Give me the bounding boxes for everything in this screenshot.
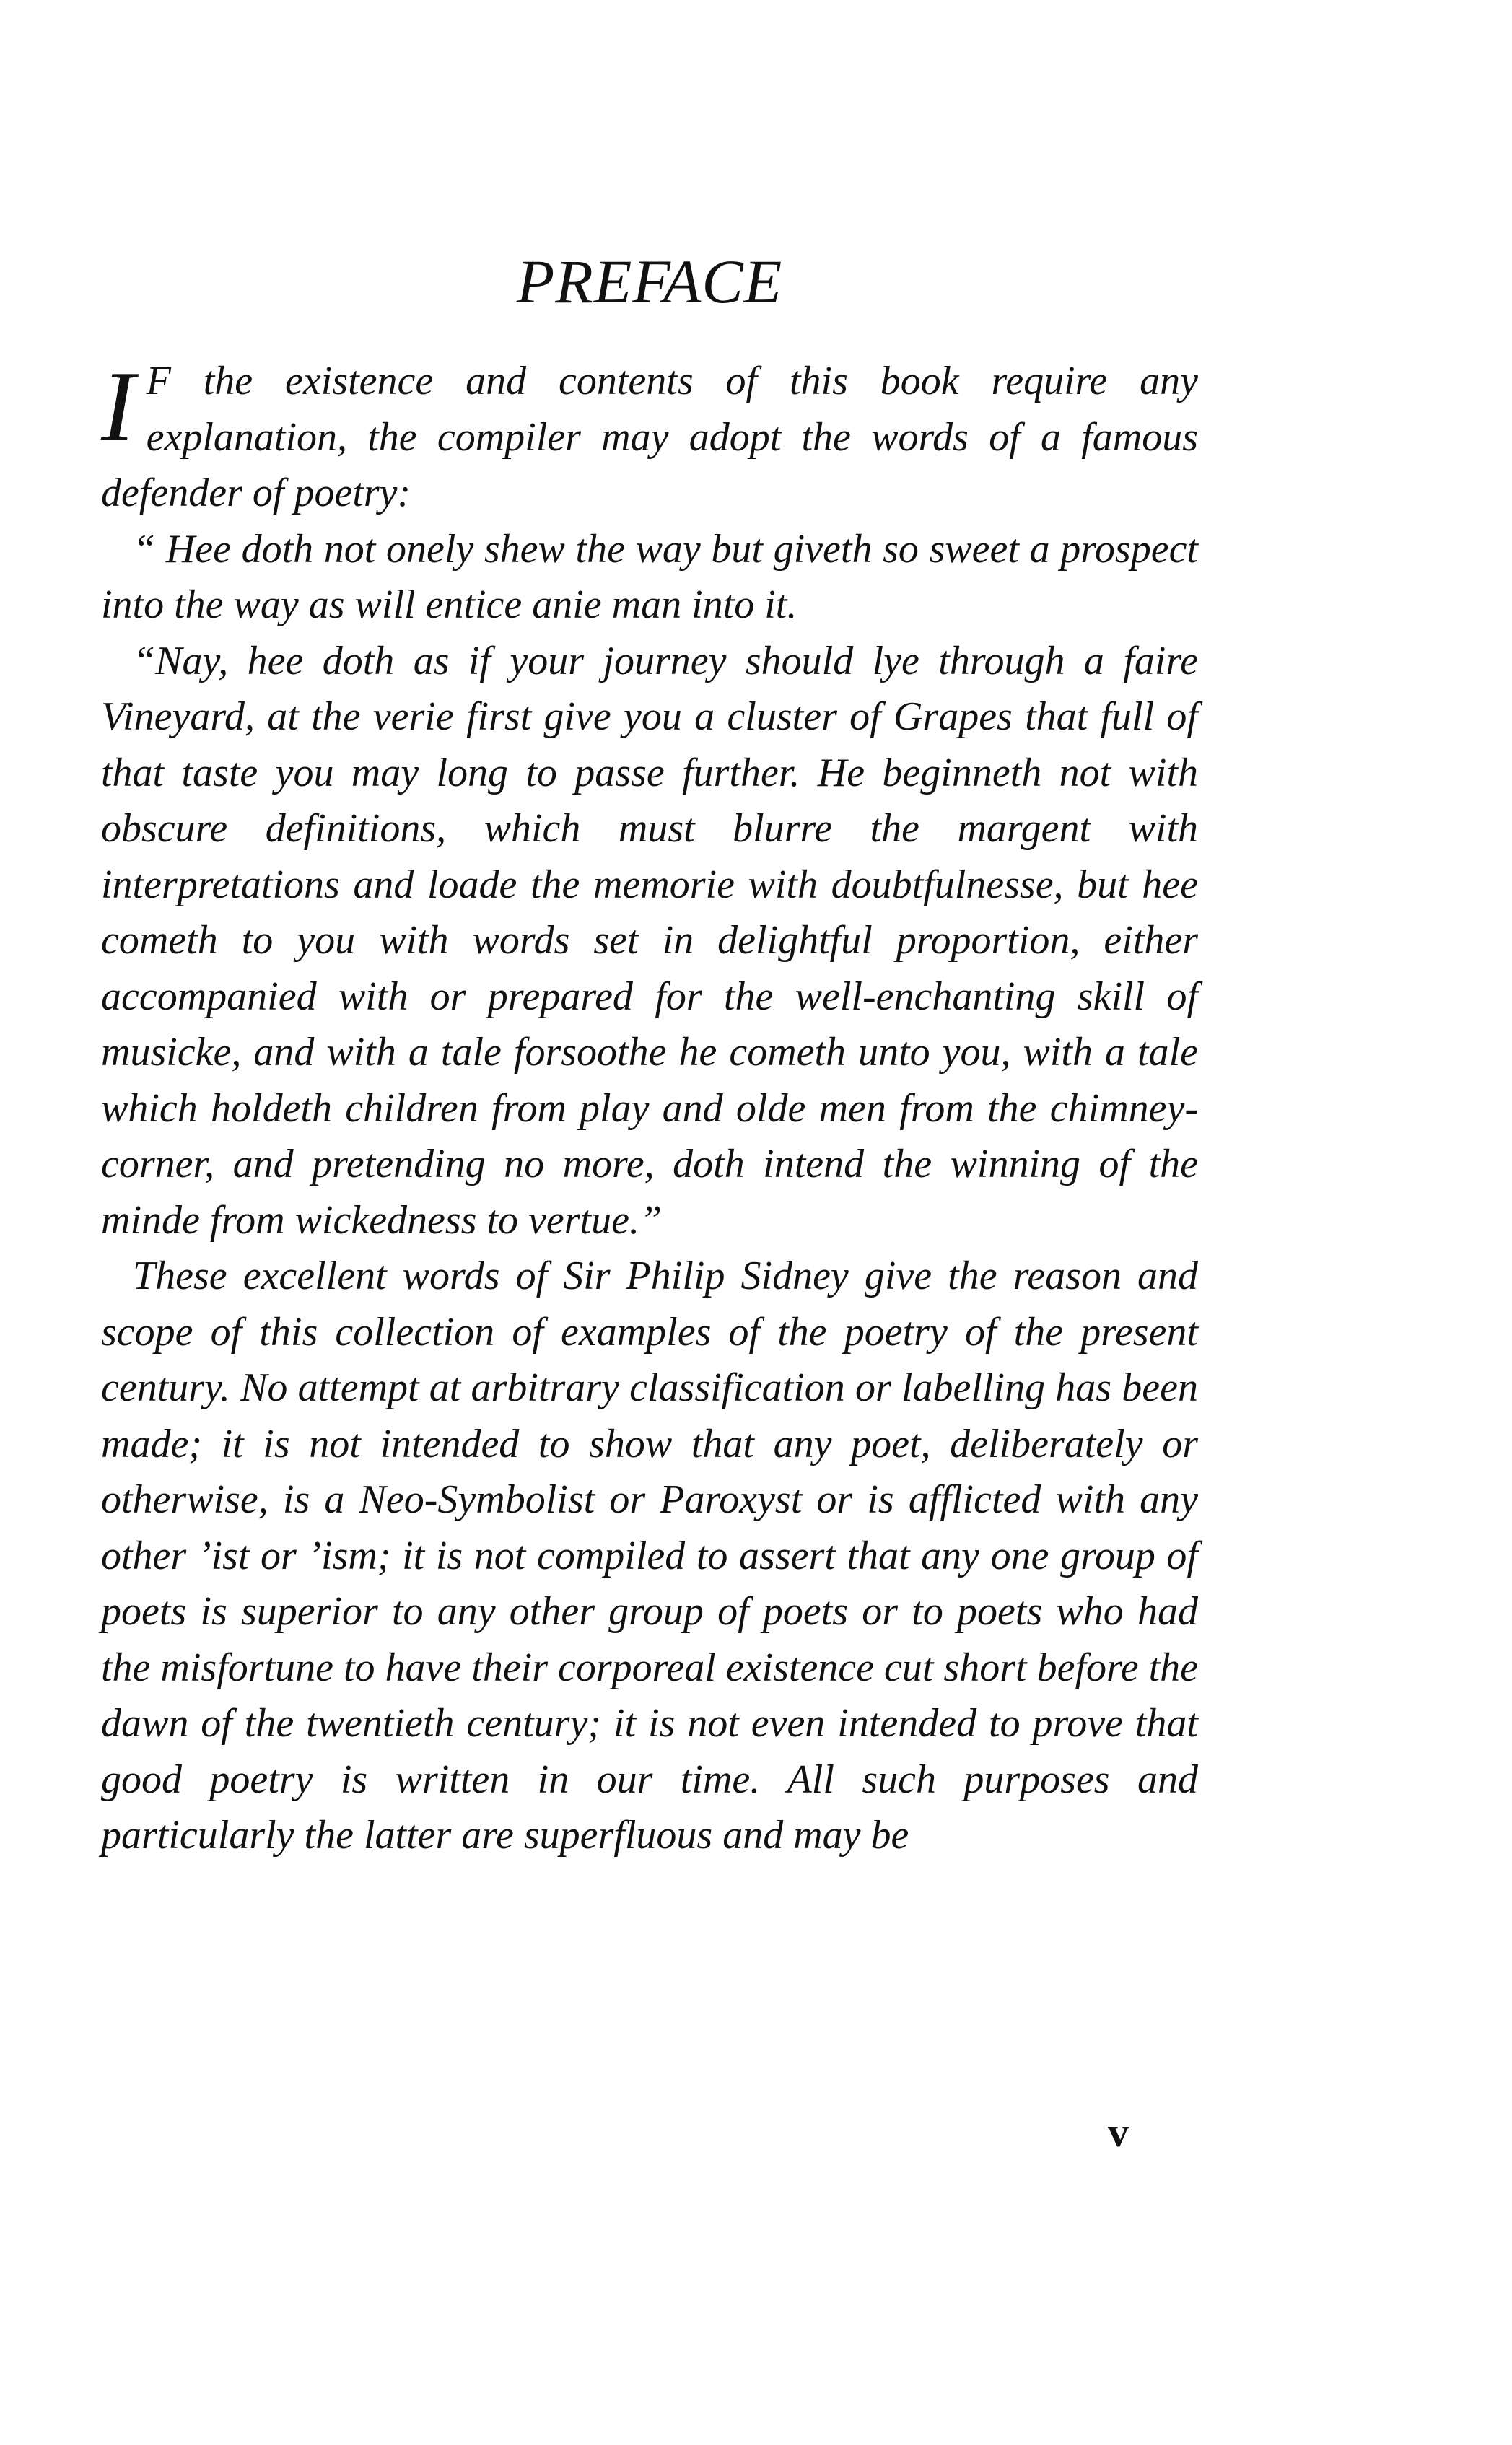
preface-body xyxy=(101,351,1198,1864)
paragraph-4: These excellent words of Sir Philip Sidney give the reason and scope of this collection of examples of the poetry of the present century. No attempt at arbitrary classification or labelling has been made; it is not intended to show that any poet, deliberately or otherwise, is a Neo-Symbolist or Paroxyst or is afflicted with any other ’ist or ’ism; it is not compiled to assert that any one group of poets is superior to any other group of poets or to poets who had the misfortune to have their corporeal existence cut short before the dawn of the twentieth century; it is not even intended to prove that good poetry is written in our time. All such purposes and particularly the latter are superfluous and may be xyxy=(101,1254,1198,1858)
paragraph-1 xyxy=(101,351,1198,522)
drop-cap: I xyxy=(101,351,135,463)
page-title: PREFACE xyxy=(516,247,783,316)
paragraph-1-text: F the existence and contents of this book require any explanation, the compiler may adopt the words of a famous defender of poetry: xyxy=(101,359,1198,515)
paragraph-2: “ Hee doth not onely shew the way but giveth so sweet a prospect into the way as will entice anie man into it. xyxy=(101,526,1198,627)
paragraph-3: “Nay, hee doth as if your journey should lye through a faire Vineyard, at the verie first give you a cluster of Grapes that full of that taste you may long to passe further. He beginneth not with obscure definitions, which must blurre the margent with interpretations and loade the memorie with doubtfulnesse, but hee cometh to you with words set in delightful proportion, either accompanied with or prepared for the well-enchanting skill of musicke, and with a tale forsoothe he cometh unto you, with a tale which holdeth children from play and olde men from the chimney-corner, and pretending no more, doth intend the winning of the minde from wickedness to vertue.” xyxy=(101,638,1198,1243)
page-number: v xyxy=(1108,2109,1129,2156)
